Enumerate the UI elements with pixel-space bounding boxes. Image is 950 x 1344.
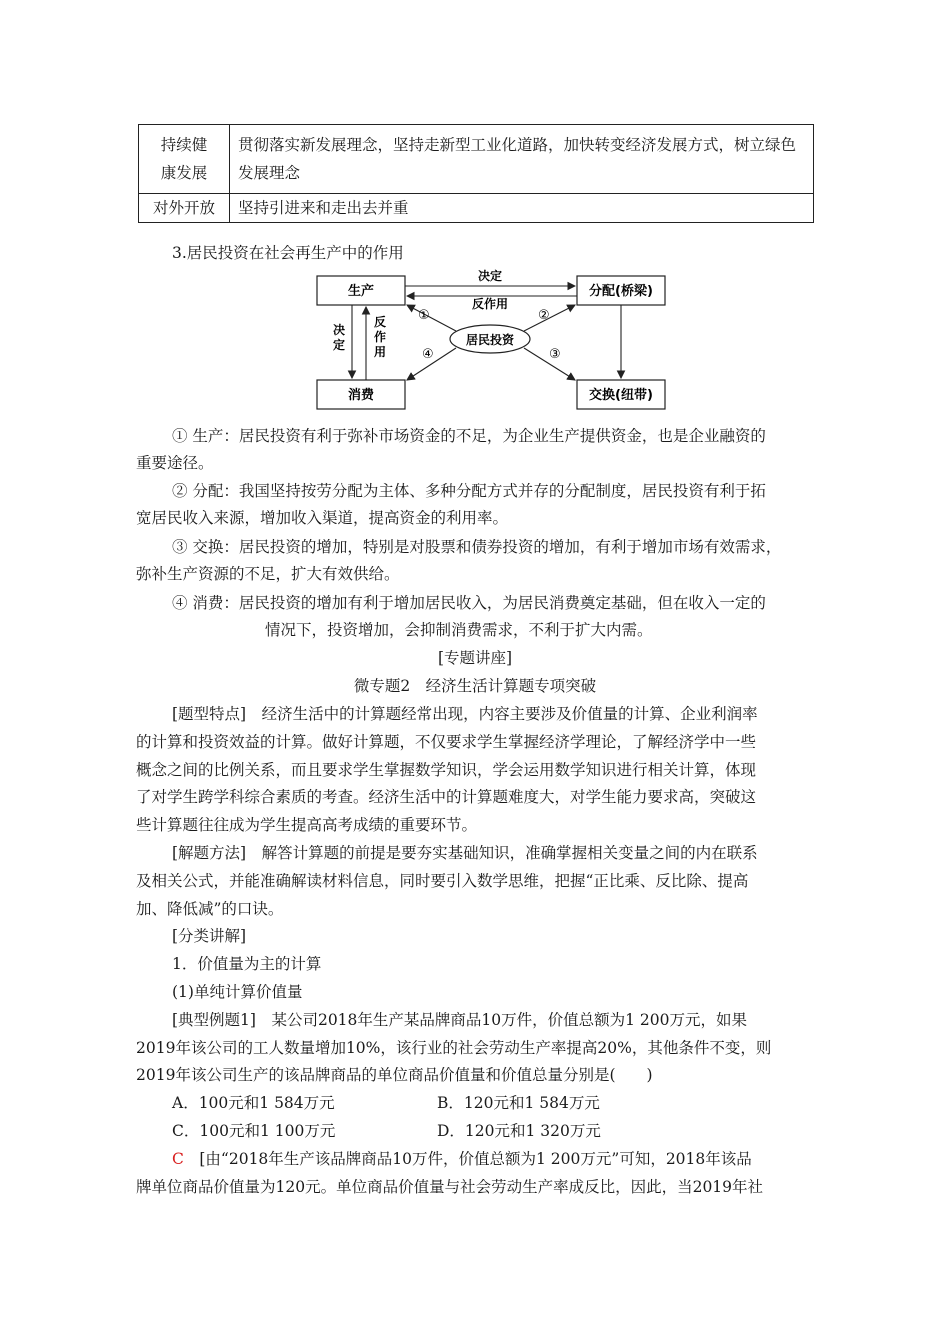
marker-4: ④ [422, 347, 434, 362]
consumption-label: 消费 [347, 388, 375, 403]
marker-3: ③ [549, 347, 561, 362]
option-a: A．100元和1 584万元 [172, 1094, 335, 1112]
point-4-line2: 情况下，投资增加，会抑制消费需求，不利于扩大内需。 [265, 621, 653, 639]
marker-2: ② [538, 308, 550, 323]
marker-1: ① [418, 308, 430, 323]
table-head-cell: 对外开放 [139, 194, 230, 223]
subheading-1: 1．价值量为主的计算 [172, 955, 322, 973]
point-1-line1: ① 生产：居民投资有利于弥补市场资金的不足，为企业生产提供资金，也是企业融资的 [172, 427, 766, 445]
option-b: B．120元和1 584万元 [437, 1094, 600, 1112]
exchange-label: 交换(纽带) [589, 388, 653, 403]
row-head-line: 持续健 [160, 136, 208, 154]
top-react-label: 反作用 [471, 297, 509, 311]
methods-line: 及相关公式，并能准确解读材料信息，同时要引入数学思维，把握“正比乘、反比除、提高 [136, 872, 749, 890]
row-head-line: 康发展 [160, 164, 208, 182]
svg-text:定: 定 [332, 338, 346, 352]
point-1-line2: 重要途径。 [136, 454, 214, 472]
answer-line [172, 1147, 752, 1169]
features-line: 些计算题往往成为学生提高高考成绩的重要环节。 [136, 816, 478, 834]
methods-line: [解题方法] 解答计算题的前提是要夯实基础知识，准确掌握相关变量之间的内在联系 [172, 844, 758, 862]
features-line: [题型特点] 经济生活中的计算题经常出现，内容主要涉及价值量的计算、企业利润率 [172, 705, 758, 723]
svg-text:反: 反 [373, 315, 387, 329]
section-title: 3.居民投资在社会再生产中的作用 [172, 244, 404, 262]
point-2-line1: ② 分配：我国坚持按劳分配为主体、多种分配方式并存的分配制度，居民投资有利于拓 [172, 482, 766, 500]
lecture-label: [专题讲座] [437, 649, 513, 667]
subheading-1-1: (1)单纯计算价值量 [172, 983, 303, 1001]
features-line: 的计算和投资效益的计算。做好计算题，不仅要求学生掌握经济学理论，了解经济学中一些 [136, 733, 757, 751]
production-label: 生产 [347, 284, 375, 299]
features-line: 概念之间的比例关系，而且要求学生掌握数学知识，学会运用数学知识进行相关计算，体现 [136, 761, 757, 779]
answer-line: 牌单位商品价值量为120元。单位商品价值量与社会劳动生产率成反比，因此，当2019年社 [136, 1178, 764, 1196]
example-line: 2019年该公司的工人数量增加10%，该行业的社会劳动生产率提高20%，其他条件不变，则 [136, 1039, 772, 1057]
left-decide-label [333, 322, 345, 352]
example-line: 2019年该公司生产的该品牌商品的单位商品价值量和价值总量分别是( ) [136, 1066, 653, 1084]
svg-text:决: 决 [332, 323, 346, 337]
table-content-cell: 贯彻落实新发展理念，坚持走新型工业化道路，加快转变经济发展方式，树立绿色发展理念 [230, 125, 814, 194]
center-label: 居民投资 [465, 333, 515, 347]
top-decide-label: 决定 [477, 269, 503, 283]
answer-text: [由“2018年生产该品牌商品10万件，价值总额为1 200万元”可知，2018年该品 [183, 1150, 752, 1168]
arrow-to-production [407, 305, 456, 331]
classify-label: [分类讲解] [172, 927, 247, 945]
point-3-line1: ③ 交换：居民投资的增加，特别是对股票和债券投资的增加，有利于增加市场有效需求， [172, 538, 782, 556]
table-content-cell: 坚持引进来和走出去并重 [230, 194, 814, 223]
example-line: [典型例题1] 某公司2018年生产某品牌商品10万件，价值总额为1 200万元，如果 [172, 1011, 748, 1029]
features-line: 了对学生跨学科综合素质的考查。经济生活中的计算题难度大，对学生能力要求高，突破这 [136, 788, 757, 806]
investment-diagram [0, 0, 950, 420]
distribution-label: 分配(桥梁) [589, 284, 653, 299]
option-c: C．100元和1 100万元 [172, 1122, 336, 1140]
topic-title: 微专题2 经济生活计算题专项突破 [353, 677, 597, 695]
point-3-line2: 弥补生产资源的不足，扩大有效供给。 [136, 565, 400, 583]
svg-text:用: 用 [373, 345, 387, 359]
point-4-line1: ④ 消费：居民投资的增加有利于增加居民收入，为居民消费奠定基础，但在收入一定的 [172, 594, 766, 612]
option-d: D．120元和1 320万元 [437, 1122, 601, 1140]
methods-line: 加、降低减”的口诀。 [136, 900, 284, 918]
left-react-label [374, 314, 386, 359]
point-2-line2: 宽居民收入来源，增加收入渠道，提高资金的利用率。 [136, 509, 509, 527]
answer-letter: C [172, 1150, 184, 1168]
svg-text:作: 作 [373, 330, 387, 344]
